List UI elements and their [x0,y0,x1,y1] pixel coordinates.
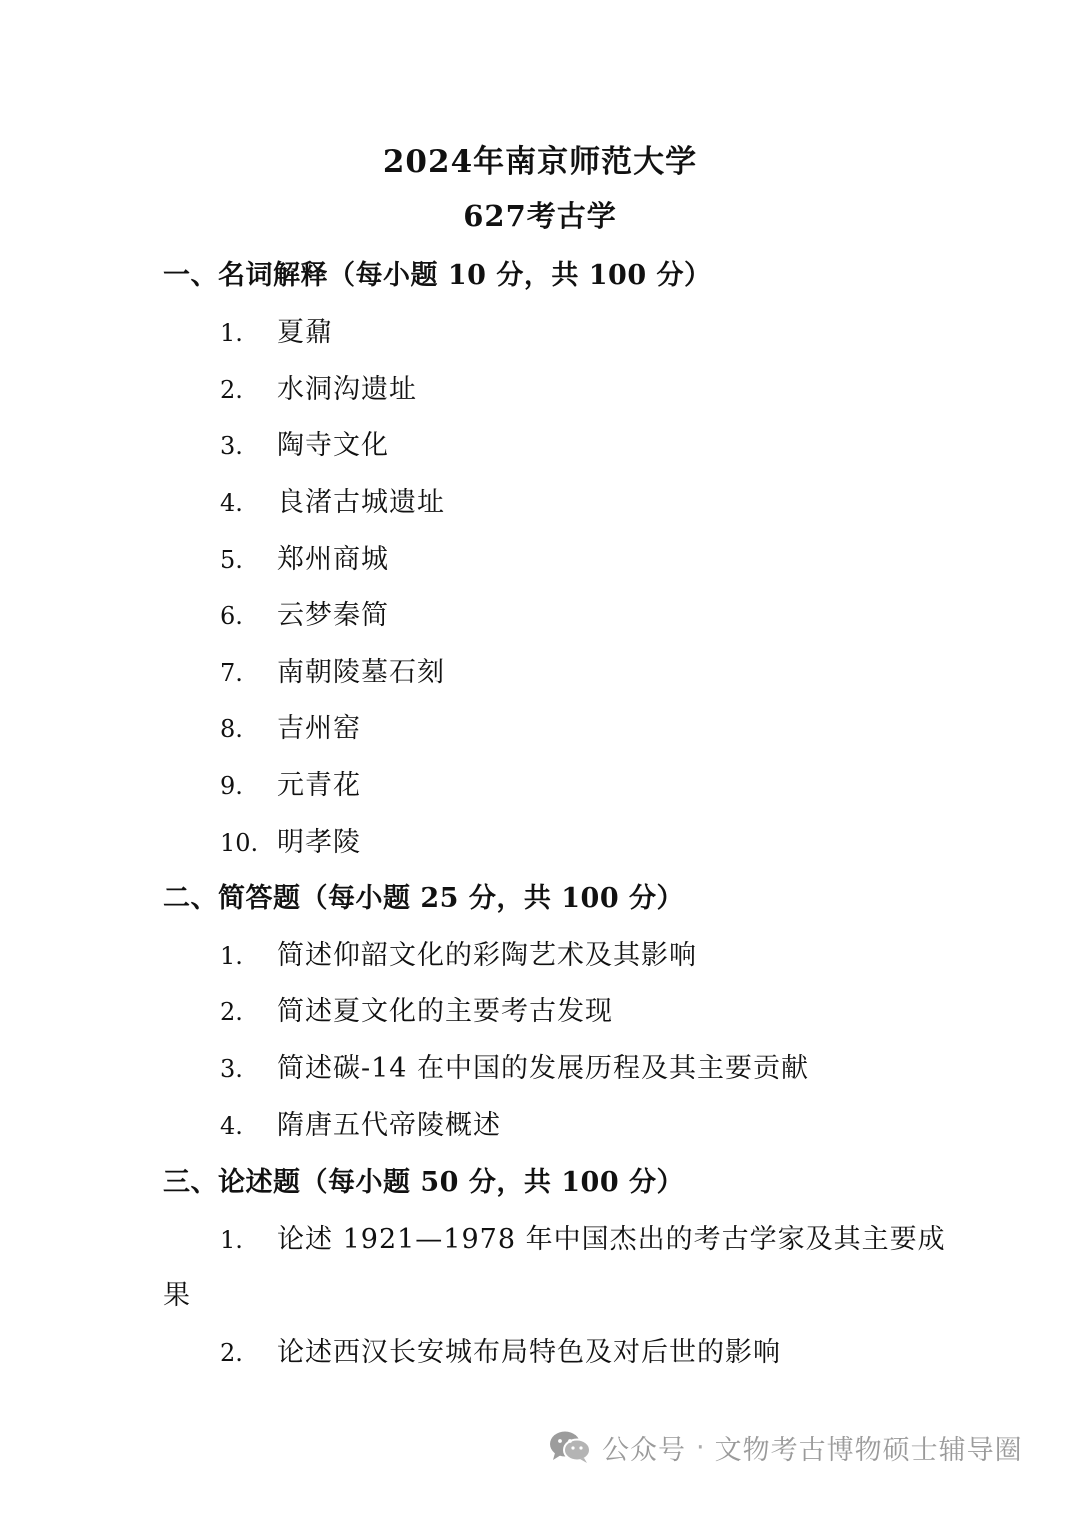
list-item [220,1330,781,1369]
item-text: 夏鼐 [277,317,333,348]
item-text: 明孝陵 [277,827,361,858]
list-item [220,820,361,859]
wechat-icon [548,1429,592,1465]
item-text: 简述夏文化的主要考古发现 [277,996,613,1027]
list-item [220,989,613,1028]
item-text: 陶寺文化 [277,430,389,461]
item-text: 论述西汉长安城布局特色及对后世的影响 [277,1337,781,1368]
list-item [220,593,389,632]
item-text: 论述 1921—1978 年中国杰出的考古学家及其主要成 [277,1224,946,1255]
item-number: 5. [220,546,243,574]
page-title: 2024年南京师范大学 [382,144,698,180]
item-text: 元青花 [277,770,361,801]
item-number: 4. [220,489,243,517]
list-item [220,1217,946,1256]
item-number: 1. [220,1226,243,1254]
item-number: 7. [220,659,243,687]
item-number: 6. [220,602,243,630]
item-text: 南朝陵墓石刻 [277,657,445,688]
item-number: 3. [220,432,243,460]
item-number: 1. [220,319,243,347]
item-text: 郑州商城 [277,544,389,575]
list-item [220,1046,809,1085]
list-item [220,706,361,745]
watermark-brand: 公众号 [602,1434,686,1466]
item-number: 8. [220,715,243,743]
section-heading-2: 二、简答题（每小题 25 分，共 100 分） [163,883,685,914]
item-number: 1. [220,942,243,970]
item-number: 10. [220,829,259,857]
item-text: 吉州窑 [277,713,361,744]
list-item [220,310,333,349]
list-item [220,423,389,462]
item-text: 隋唐五代帝陵概述 [277,1110,501,1141]
watermark-account: 文物考古博物硕士辅导圈 [714,1434,1023,1466]
list-item [220,480,445,519]
list-item [220,933,697,972]
item-text-continuation: 果 [163,1280,191,1311]
page-subtitle: 627考古学 [463,199,617,233]
list-item [220,1103,501,1142]
watermark-separator: · [696,1431,705,1463]
item-text: 云梦秦简 [277,600,389,631]
item-number: 9. [220,772,243,800]
list-item [220,763,361,802]
item-number: 2. [220,998,243,1026]
list-item [220,537,389,576]
item-number: 3. [220,1055,243,1083]
item-number: 4. [220,1112,243,1140]
section-heading-3: 三、论述题（每小题 50 分，共 100 分） [163,1167,685,1198]
item-text: 水洞沟遗址 [277,374,417,405]
section-heading-1: 一、名词解释（每小题 10 分，共 100 分） [163,260,712,291]
item-text: 简述碳-14 在中国的发展历程及其主要贡献 [277,1053,810,1084]
watermark [548,1422,1023,1472]
item-number: 2. [220,376,243,404]
item-number: 2. [220,1339,243,1367]
list-item [220,367,417,406]
item-text: 良渚古城遗址 [277,487,445,518]
list-item [220,650,445,689]
item-text: 简述仰韶文化的彩陶艺术及其影响 [277,940,697,971]
